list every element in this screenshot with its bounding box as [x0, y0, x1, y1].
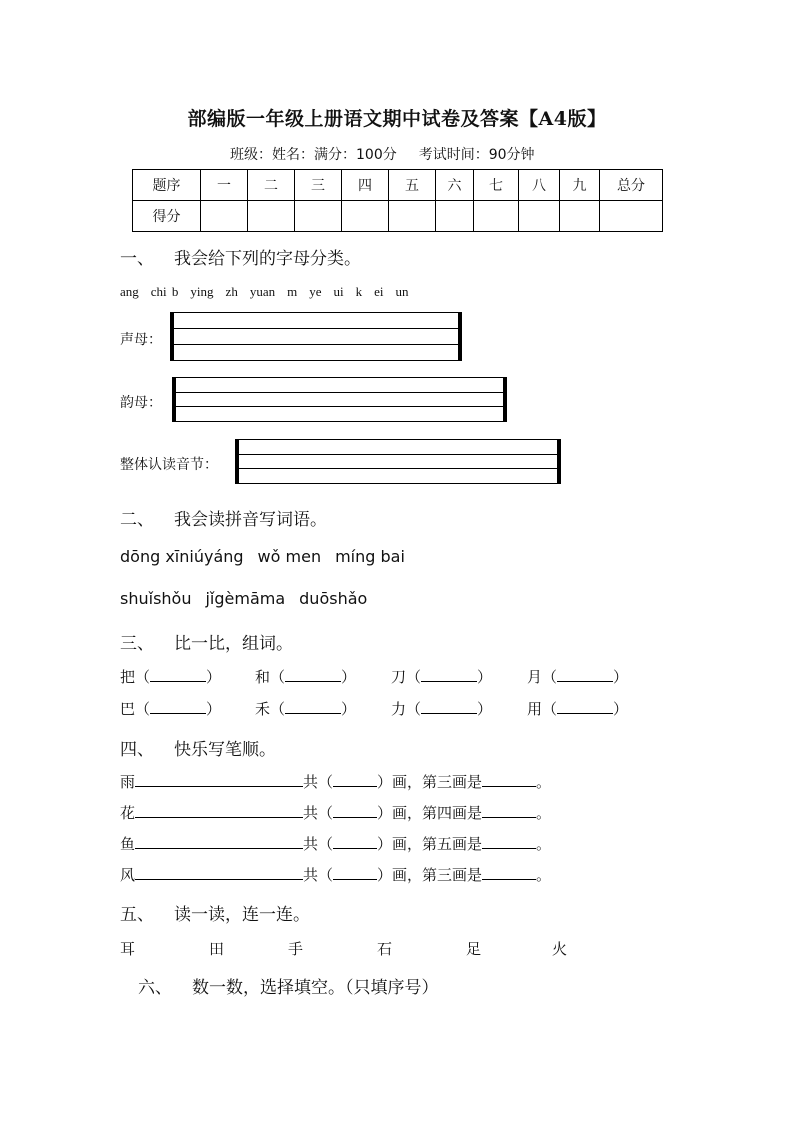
score-cell[interactable]	[389, 201, 436, 232]
period: 。	[536, 835, 552, 853]
answer-blank[interactable]	[285, 667, 341, 682]
match-char[interactable]: 足	[466, 940, 482, 958]
score-table	[132, 169, 663, 232]
answer-blank[interactable]	[150, 699, 206, 714]
header-cell: 一	[201, 170, 248, 201]
letter-item: k	[355, 284, 363, 299]
stroke-order-blank[interactable]	[135, 772, 303, 787]
writing-line	[239, 439, 557, 440]
section-number: 六、	[138, 978, 172, 998]
paren: ）	[477, 668, 493, 686]
period: 。	[536, 866, 552, 884]
answer-blank[interactable]	[557, 699, 613, 714]
section-number: 四、	[120, 740, 154, 760]
paren: ）	[477, 700, 493, 718]
pinyin-row-2	[120, 589, 381, 608]
stroke-row	[120, 802, 551, 823]
section-text: 读一读，连一连。	[174, 905, 310, 925]
header-cell: 八	[519, 170, 560, 201]
writing-line	[174, 360, 458, 361]
finals-label: 韵母：	[120, 395, 162, 411]
compare-item	[255, 666, 356, 687]
stroke-char: 雨	[120, 773, 136, 791]
score-cell[interactable]	[474, 201, 519, 232]
letter-item: ui	[333, 284, 344, 299]
exam-info	[230, 144, 557, 164]
answer-blank[interactable]	[285, 699, 341, 714]
pinyin-word: duōshǎo	[299, 589, 368, 608]
paren: （	[135, 668, 151, 686]
compare-char: 月	[527, 668, 543, 686]
paren: （	[270, 700, 286, 718]
header-cell: 五	[389, 170, 436, 201]
class-name-score: 班级：姓名：满分：100分	[230, 147, 397, 163]
paren: （	[135, 700, 151, 718]
period: 。	[536, 804, 552, 822]
letter-list	[120, 284, 421, 300]
stroke-row	[120, 833, 551, 854]
header-cell: 二	[248, 170, 295, 201]
pinyin-word: míng bai	[335, 547, 405, 566]
header-cell: 七	[474, 170, 519, 201]
header-cell: 四	[342, 170, 389, 201]
section-4-heading	[120, 735, 276, 760]
compare-char: 巴	[120, 700, 136, 718]
writing-line	[174, 344, 458, 345]
stroke-row	[120, 864, 551, 885]
paren: （	[542, 668, 558, 686]
score-label-cell: 得分	[133, 201, 201, 232]
match-char[interactable]: 耳	[120, 940, 136, 958]
header-cell: 六	[436, 170, 474, 201]
paren: ）	[613, 700, 629, 718]
paren: （	[542, 700, 558, 718]
stroke-row	[120, 771, 551, 792]
match-char[interactable]: 田	[209, 940, 225, 958]
match-char-row	[120, 938, 580, 960]
pinyin-word: dōng xīniúyáng	[120, 547, 244, 566]
stroke-nth-blank[interactable]	[482, 834, 536, 849]
stroke-char: 鱼	[120, 835, 136, 853]
writing-line	[174, 312, 458, 313]
section-5-heading	[120, 900, 310, 925]
page-title: 部编版一年级上册语文期中试卷及答案【A4版】	[187, 108, 607, 130]
letter-item: ang	[120, 284, 139, 299]
header-cell: 三	[295, 170, 342, 201]
score-cell[interactable]	[295, 201, 342, 232]
compare-row-1	[120, 666, 680, 688]
compare-char: 把	[120, 668, 136, 686]
score-table-score-row	[133, 201, 663, 232]
stroke-total-label: 共（	[303, 804, 334, 822]
section-2-heading	[120, 505, 327, 530]
compare-item	[527, 698, 628, 719]
letter-item: m	[287, 284, 298, 299]
stroke-count-blank[interactable]	[333, 772, 377, 787]
whole-syllables-writing-box[interactable]	[235, 439, 561, 484]
writing-line	[176, 392, 503, 393]
compare-char: 力	[391, 700, 407, 718]
stroke-total-label: 共（	[303, 835, 334, 853]
writing-line	[176, 406, 503, 407]
writing-line	[174, 328, 458, 329]
compare-item	[391, 698, 492, 719]
section-number: 二、	[120, 510, 154, 530]
section-number: 一、	[120, 249, 154, 269]
answer-blank[interactable]	[557, 667, 613, 682]
stroke-order-blank[interactable]	[135, 803, 303, 818]
compare-char: 用	[527, 700, 543, 718]
stroke-char: 风	[120, 866, 136, 884]
letter-item: zh	[225, 284, 238, 299]
paren: ）	[613, 668, 629, 686]
paren: （	[406, 700, 422, 718]
stroke-nth-blank[interactable]	[482, 865, 536, 880]
compare-char: 禾	[255, 700, 271, 718]
answer-blank[interactable]	[421, 699, 477, 714]
compare-item	[120, 666, 221, 687]
initials-label: 声母：	[120, 332, 162, 348]
letter-item: un	[395, 284, 409, 299]
section-1-heading	[120, 244, 361, 269]
score-cell[interactable]	[342, 201, 389, 232]
pinyin-word: jǐgèmāma	[205, 589, 286, 608]
paren: （	[270, 668, 286, 686]
paren: （	[406, 668, 422, 686]
stroke-char: 花	[120, 804, 136, 822]
header-cell: 九	[560, 170, 600, 201]
match-char[interactable]: 石	[377, 940, 393, 958]
writing-line	[239, 483, 557, 484]
stroke-nth-label: ）画，第五画是	[377, 835, 483, 853]
section-3-heading	[120, 629, 293, 654]
paren: ）	[206, 668, 222, 686]
paren: ）	[206, 700, 222, 718]
compare-item	[527, 666, 628, 687]
stroke-count-blank[interactable]	[333, 865, 377, 880]
letter-item: yuan	[249, 284, 276, 299]
stroke-order-blank[interactable]	[135, 834, 303, 849]
stroke-total-label: 共（	[303, 773, 334, 791]
compare-item	[120, 698, 221, 719]
section-text: 快乐写笔顺。	[174, 740, 276, 760]
match-char[interactable]: 手	[288, 940, 304, 958]
header-cell: 总分	[600, 170, 663, 201]
pinyin-row-1	[120, 547, 419, 566]
letter-item: chi b	[150, 284, 179, 299]
pinyin-word: shuǐshǒu	[120, 589, 192, 608]
section-text: 比一比，组词。	[174, 634, 293, 654]
score-cell[interactable]	[600, 201, 663, 232]
compare-row-2	[120, 698, 680, 720]
section-text: 我会读拼音写词语。	[174, 510, 327, 530]
answer-blank[interactable]	[421, 667, 477, 682]
header-cell: 题序	[133, 170, 201, 201]
whole-syllables-label: 整体认读音节：	[120, 457, 218, 473]
score-cell[interactable]	[436, 201, 474, 232]
letter-item: ying	[190, 284, 214, 299]
answer-blank[interactable]	[150, 667, 206, 682]
letter-item: ye	[309, 284, 322, 299]
section-text: 数一数，选择填空。（只填序号）	[192, 978, 439, 998]
paren: ）	[341, 668, 357, 686]
stroke-count-blank[interactable]	[333, 834, 377, 849]
stroke-total-label: 共（	[303, 866, 334, 884]
writing-line	[176, 377, 503, 378]
compare-item	[255, 698, 356, 719]
section-text: 我会给下列的字母分类。	[174, 249, 361, 269]
section-number: 三、	[120, 634, 154, 654]
stroke-order-blank[interactable]	[135, 865, 303, 880]
score-cell[interactable]	[201, 201, 248, 232]
stroke-nth-label: ）画，第四画是	[377, 804, 483, 822]
finals-writing-box[interactable]	[172, 377, 507, 422]
score-table-header-row	[133, 170, 663, 201]
section-number: 五、	[120, 905, 154, 925]
match-char[interactable]: 火	[552, 940, 568, 958]
stroke-nth-blank[interactable]	[482, 803, 536, 818]
writing-line	[239, 454, 557, 455]
compare-char: 刀	[391, 668, 407, 686]
stroke-count-blank[interactable]	[333, 803, 377, 818]
pinyin-word: wǒ men	[257, 547, 322, 566]
compare-char: 和	[255, 668, 271, 686]
score-cell[interactable]	[519, 201, 560, 232]
period: 。	[536, 773, 552, 791]
section-6-heading	[138, 973, 439, 998]
stroke-nth-label: ）画，第三画是	[377, 773, 483, 791]
exam-time: 考试时间：90分钟	[418, 147, 535, 163]
compare-item	[391, 666, 492, 687]
stroke-nth-blank[interactable]	[482, 772, 536, 787]
score-cell[interactable]	[248, 201, 295, 232]
stroke-nth-label: ）画，第三画是	[377, 866, 483, 884]
score-cell[interactable]	[560, 201, 600, 232]
letter-item: ei	[374, 284, 384, 299]
writing-line	[176, 421, 503, 422]
initials-writing-box[interactable]	[170, 312, 462, 361]
paren: ）	[341, 700, 357, 718]
writing-line	[239, 468, 557, 469]
